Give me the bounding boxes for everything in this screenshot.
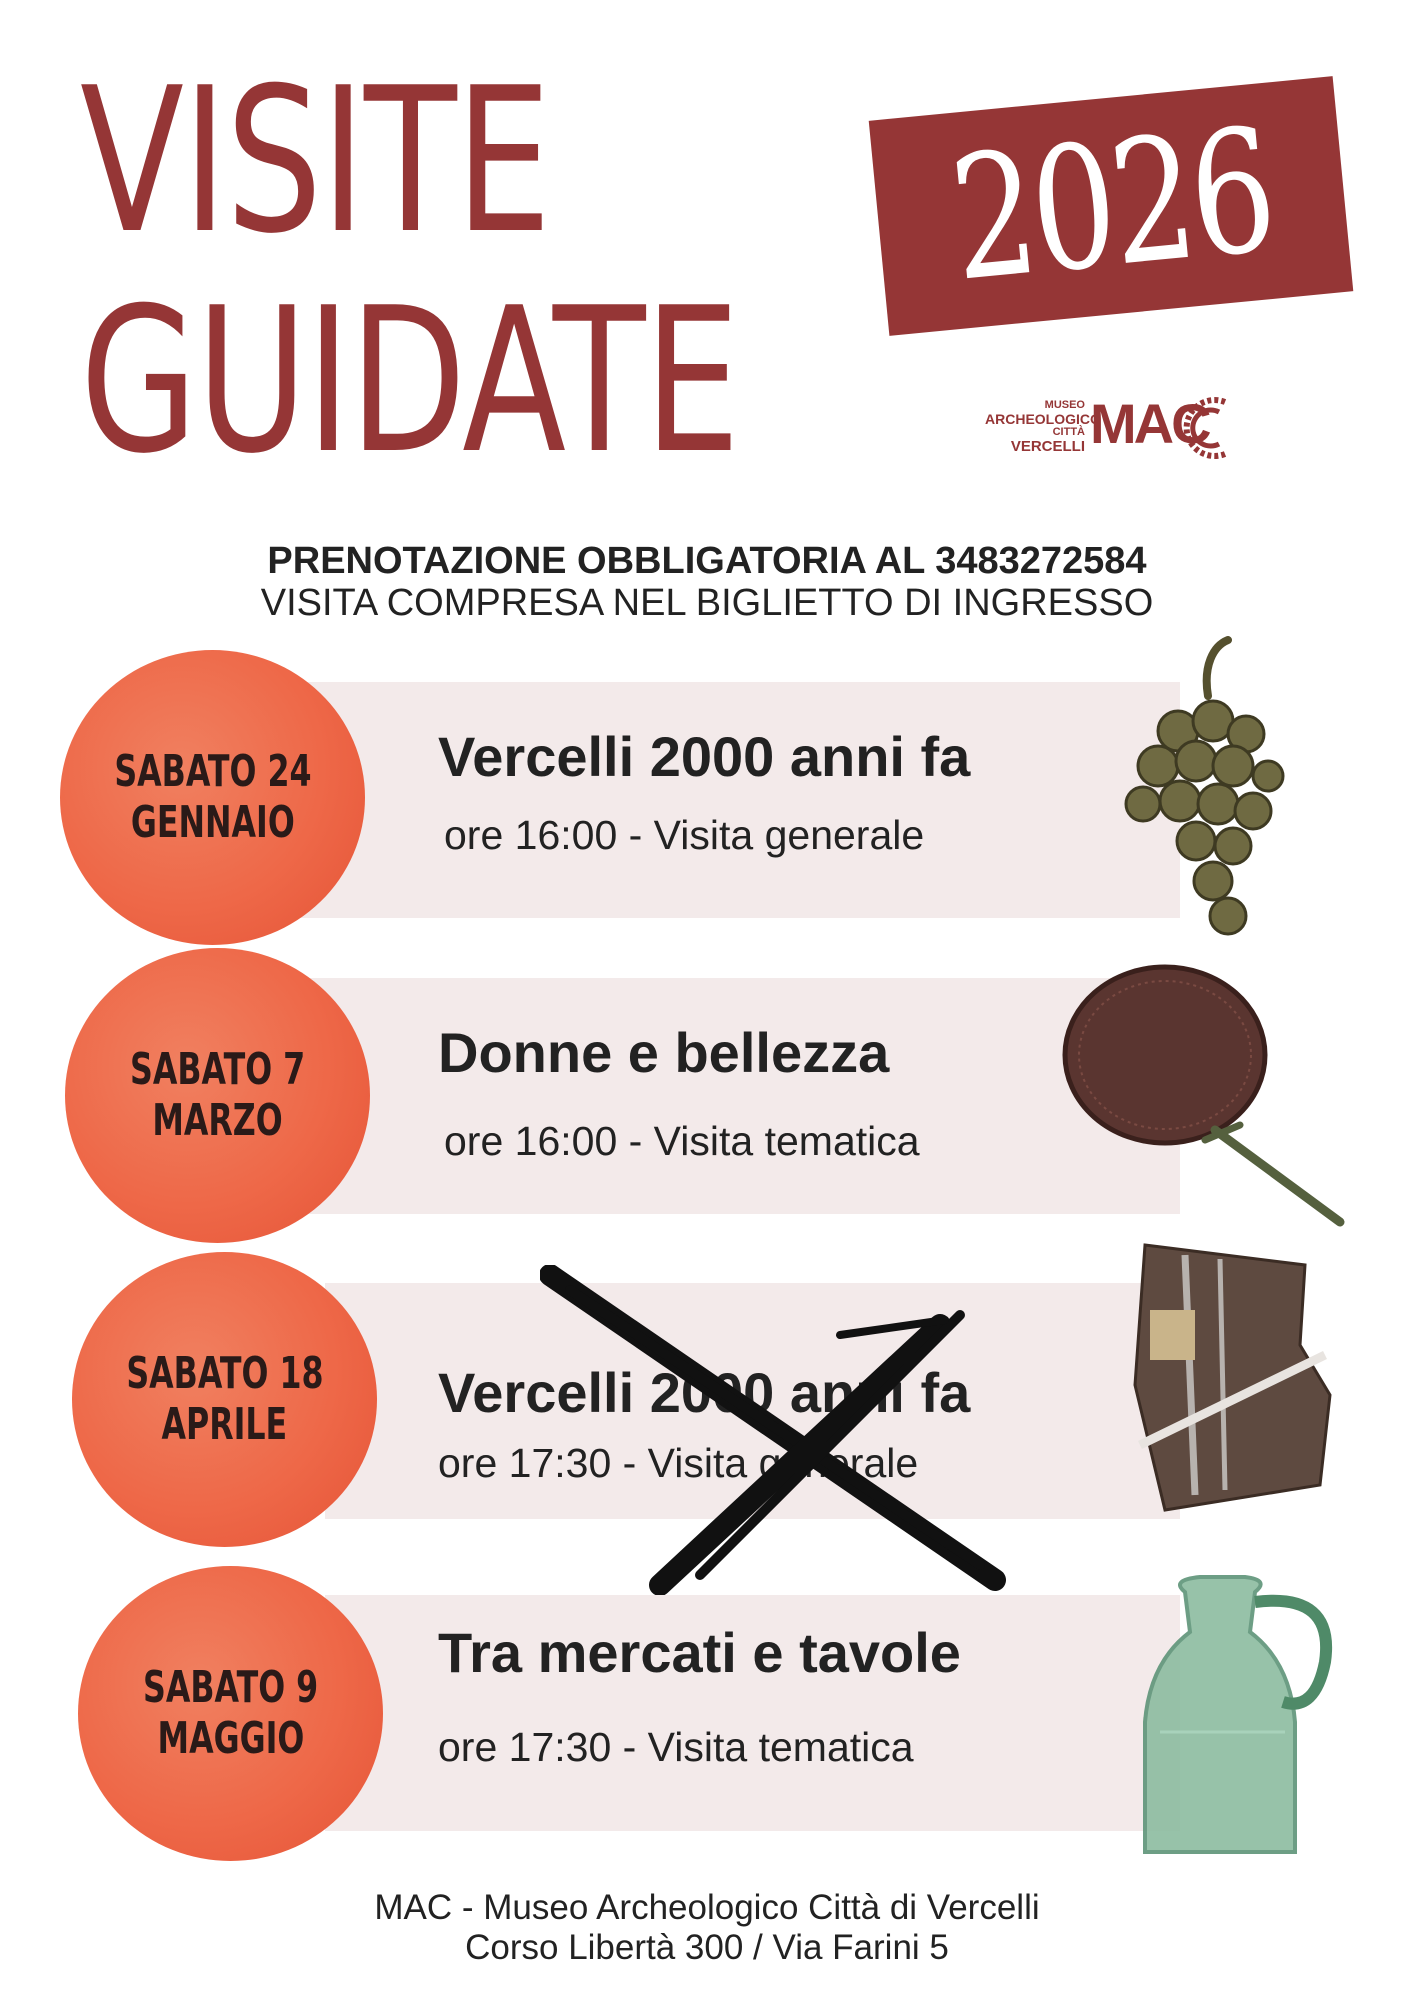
logo-line-vercelli: VERCELLI	[1010, 438, 1085, 455]
logo-line-museo: MUSEO	[1044, 399, 1085, 411]
event-title-3: Vercelli 2000 anni fa	[438, 1361, 971, 1424]
event-card-1	[300, 682, 1180, 918]
date-day-4: SABATO 9	[142, 1661, 319, 1713]
logo-mark: MAC	[1090, 392, 1209, 455]
event-card-2	[300, 978, 1180, 1214]
event-time-4: ore 17:30 - Visita tematica	[438, 1724, 914, 1770]
date-badge-4	[78, 1566, 383, 1861]
footer-address: Corso Libertà 300 / Via Farini 5	[465, 1928, 949, 1967]
date-month-4: MAGGIO	[157, 1712, 304, 1764]
fresco-fragment-icon	[1125, 1235, 1340, 1515]
ticket-notice: VISITA COMPRESA NEL BIGLIETTO DI INGRESSO	[260, 582, 1154, 624]
event-time-3: ore 17:30 - Visita generale	[438, 1440, 919, 1486]
event-title-2: Donne e bellezza	[438, 1021, 890, 1084]
logo-arch-icon	[1175, 388, 1243, 468]
date-month-2: MARZO	[152, 1094, 283, 1146]
event-title-1: Vercelli 2000 anni fa	[438, 725, 971, 788]
museum-logo	[985, 388, 1240, 468]
date-month-3: APRILE	[161, 1398, 288, 1450]
event-title-4: Tra mercati e tavole	[438, 1621, 961, 1684]
logo-line-citta: CITTÀ	[1052, 426, 1085, 438]
year-banner	[869, 76, 1354, 336]
date-day-2: SABATO 7	[129, 1043, 306, 1095]
grape-cluster-icon	[1118, 636, 1288, 936]
year-text: 2026	[942, 92, 1280, 320]
cancelled-cross-icon	[540, 1265, 1010, 1595]
event-time-1: ore 16:00 - Visita generale	[444, 812, 925, 858]
date-badge-2	[65, 948, 370, 1243]
title-guidate: GUIDATE	[80, 265, 739, 498]
date-badge-1	[60, 650, 365, 945]
date-badge-3	[72, 1252, 377, 1547]
date-month-1: GENNAIO	[130, 796, 295, 848]
booking-notice: PRENOTAZIONE OBBLIGATORIA AL 3483272584	[267, 540, 1147, 582]
event-time-2: ore 16:00 - Visita tematica	[444, 1118, 920, 1164]
mirror-icon	[1055, 960, 1355, 1230]
footer-museum-name: MAC - Museo Archeologico Città di Vercelli	[374, 1888, 1040, 1927]
date-day-1: SABATO 24	[113, 745, 312, 797]
logo-line-archeologico: ARCHEOLOGICO	[985, 411, 1101, 427]
title-visite: VISITE	[80, 45, 550, 278]
glass-jug-icon	[1105, 1572, 1345, 1857]
date-day-3: SABATO 18	[125, 1347, 324, 1399]
